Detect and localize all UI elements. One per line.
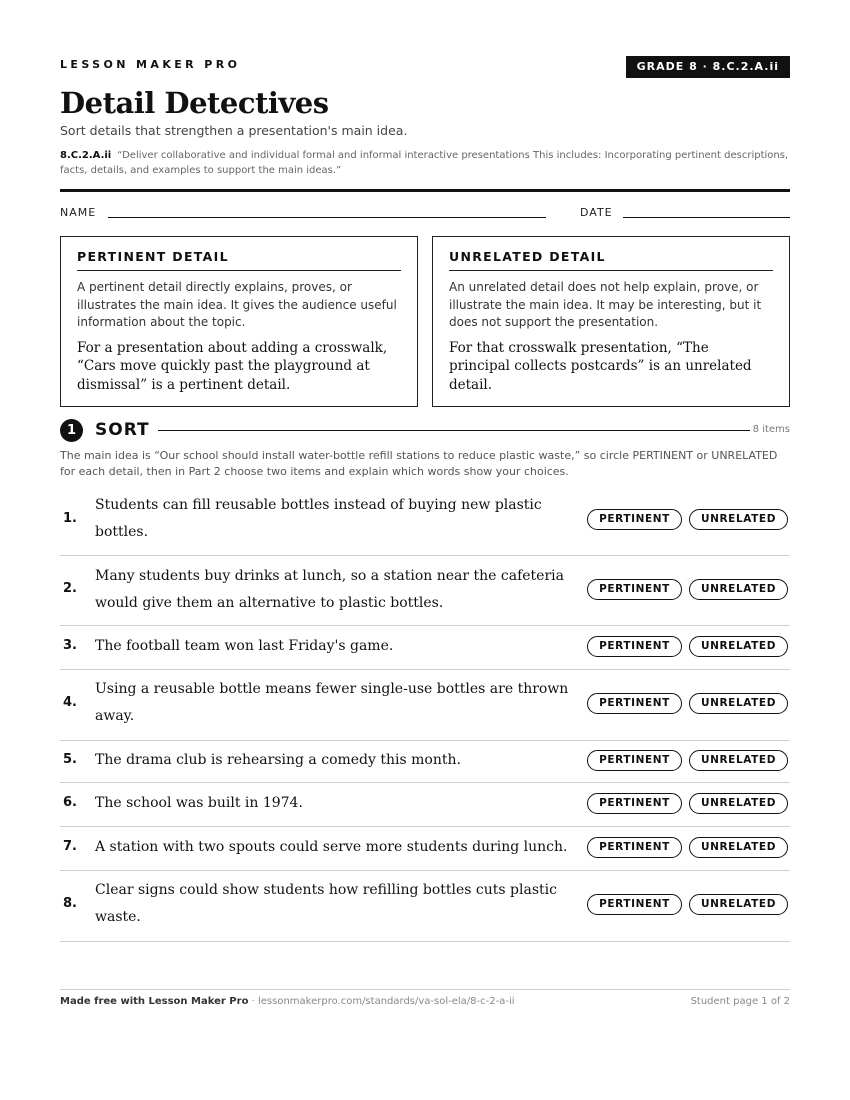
- unrelated-choice[interactable]: UNRELATED: [689, 693, 788, 714]
- unrelated-choice[interactable]: UNRELATED: [689, 837, 788, 858]
- page-title: Detail Detectives: [60, 86, 329, 120]
- item-text: The football team won last Friday's game.: [95, 638, 394, 654]
- pertinent-definition-box: [60, 236, 418, 407]
- sort-item: [60, 871, 790, 942]
- section-rule: [158, 430, 750, 431]
- sort-instructions: The main idea is “Our school should install water-bottle refill stations to reduce plastic waste,” so circle PERTINENT or UNRELATED for each detail, then in Part 2 choose two items and explain which words show your choices.: [60, 449, 778, 478]
- item-text: Using a reusable bottle means fewer single-use bottles are thrown away.: [95, 681, 569, 724]
- pertinent-definition-body: A pertinent detail directly explains, proves, or illustrates the main idea. It gives the audience useful information about the topic.: [77, 280, 397, 329]
- unrelated-definition-box: [432, 236, 790, 407]
- item-number: 7.: [63, 839, 77, 854]
- unrelated-definition-body: An unrelated detail does not help explain, prove, or illustrate the main idea. It may be interesting, but it does not support the presentation.: [449, 280, 762, 329]
- sort-item: [60, 489, 790, 556]
- item-text: A station with two spouts could serve more students during lunch.: [95, 839, 568, 855]
- unrelated-definition-example: For that crosswalk presentation, “The principal collects postcards” is an unrelated detail.: [449, 339, 752, 393]
- section-title: SORT: [95, 420, 150, 440]
- item-number: 3.: [63, 638, 77, 653]
- item-number: 4.: [63, 695, 77, 710]
- name-field[interactable]: [108, 217, 546, 218]
- sort-item: [60, 556, 790, 626]
- name-date-row: [60, 206, 790, 222]
- sort-item: [60, 626, 790, 670]
- item-number: 8.: [63, 896, 77, 911]
- pertinent-definition-title: PERTINENT DETAIL: [77, 249, 401, 271]
- standard-code: 8.C.2.A.ii: [60, 150, 112, 161]
- footer-url[interactable]: · lessonmakerpro.com/standards/va-sol-ela/8-c-2-a-ii: [248, 996, 515, 1007]
- grade-badge: GRADE 8 · 8.C.2.A.ii: [626, 56, 790, 78]
- name-label: NAME: [60, 206, 97, 219]
- pertinent-choice[interactable]: PERTINENT: [587, 636, 682, 657]
- footer-divider: [60, 989, 790, 990]
- header-divider: [60, 189, 790, 192]
- item-number: 2.: [63, 581, 77, 596]
- unrelated-choice[interactable]: UNRELATED: [689, 509, 788, 530]
- unrelated-choice[interactable]: UNRELATED: [689, 579, 788, 600]
- pertinent-choice[interactable]: PERTINENT: [587, 693, 682, 714]
- sort-item: [60, 783, 790, 827]
- item-text: The drama club is rehearsing a comedy this month.: [95, 752, 461, 768]
- pertinent-choice[interactable]: PERTINENT: [587, 509, 682, 530]
- header-bar: [60, 56, 790, 80]
- pertinent-definition-example: For a presentation about adding a crosswalk, “Cars move quickly past the playground at dismissal” is a pertinent detail.: [77, 339, 388, 393]
- pertinent-choice[interactable]: PERTINENT: [587, 579, 682, 600]
- sort-section-header: [60, 418, 790, 442]
- sort-item: [60, 827, 790, 871]
- item-text: The school was built in 1974.: [95, 795, 303, 811]
- page-number: Student page 1 of 2: [690, 996, 790, 1007]
- standard-description: [60, 148, 790, 178]
- unrelated-choice[interactable]: UNRELATED: [689, 793, 788, 814]
- brand-name: LESSON MAKER PRO: [60, 58, 241, 71]
- sort-item: [60, 670, 790, 741]
- sort-item: [60, 741, 790, 783]
- pertinent-choice[interactable]: PERTINENT: [587, 894, 682, 915]
- item-count: 8 items: [752, 424, 790, 435]
- unrelated-choice[interactable]: UNRELATED: [689, 894, 788, 915]
- date-label: DATE: [580, 206, 613, 219]
- item-number: 5.: [63, 752, 77, 767]
- footer-made-with: Made free with Lesson Maker Pro: [60, 996, 249, 1007]
- item-number: 6.: [63, 795, 77, 810]
- item-text: Clear signs could show students how refilling bottles cuts plastic waste.: [95, 882, 557, 925]
- section-number-badge: 1: [60, 419, 83, 442]
- unrelated-choice[interactable]: UNRELATED: [689, 636, 788, 657]
- page-footer: [60, 996, 790, 1007]
- pertinent-choice[interactable]: PERTINENT: [587, 750, 682, 771]
- unrelated-definition-title: UNRELATED DETAIL: [449, 249, 773, 271]
- pertinent-choice[interactable]: PERTINENT: [587, 793, 682, 814]
- pertinent-choice[interactable]: PERTINENT: [587, 837, 682, 858]
- item-number: 1.: [63, 511, 77, 526]
- page-subtitle: Sort details that strengthen a presentation's main idea.: [60, 123, 408, 138]
- worksheet-page: [60, 0, 790, 1100]
- item-text: Many students buy drinks at lunch, so a station near the cafeteria would give them an alternative to plastic bottles.: [95, 568, 564, 611]
- item-text: Students can fill reusable bottles instead of buying new plastic bottles.: [95, 497, 542, 540]
- unrelated-choice[interactable]: UNRELATED: [689, 750, 788, 771]
- date-field[interactable]: [623, 217, 790, 218]
- standard-text: “Deliver collaborative and individual formal and informal interactive presentations This includes: Incorporating pertinent descriptions, facts, details, and examples to support the main ideas.”: [60, 150, 789, 176]
